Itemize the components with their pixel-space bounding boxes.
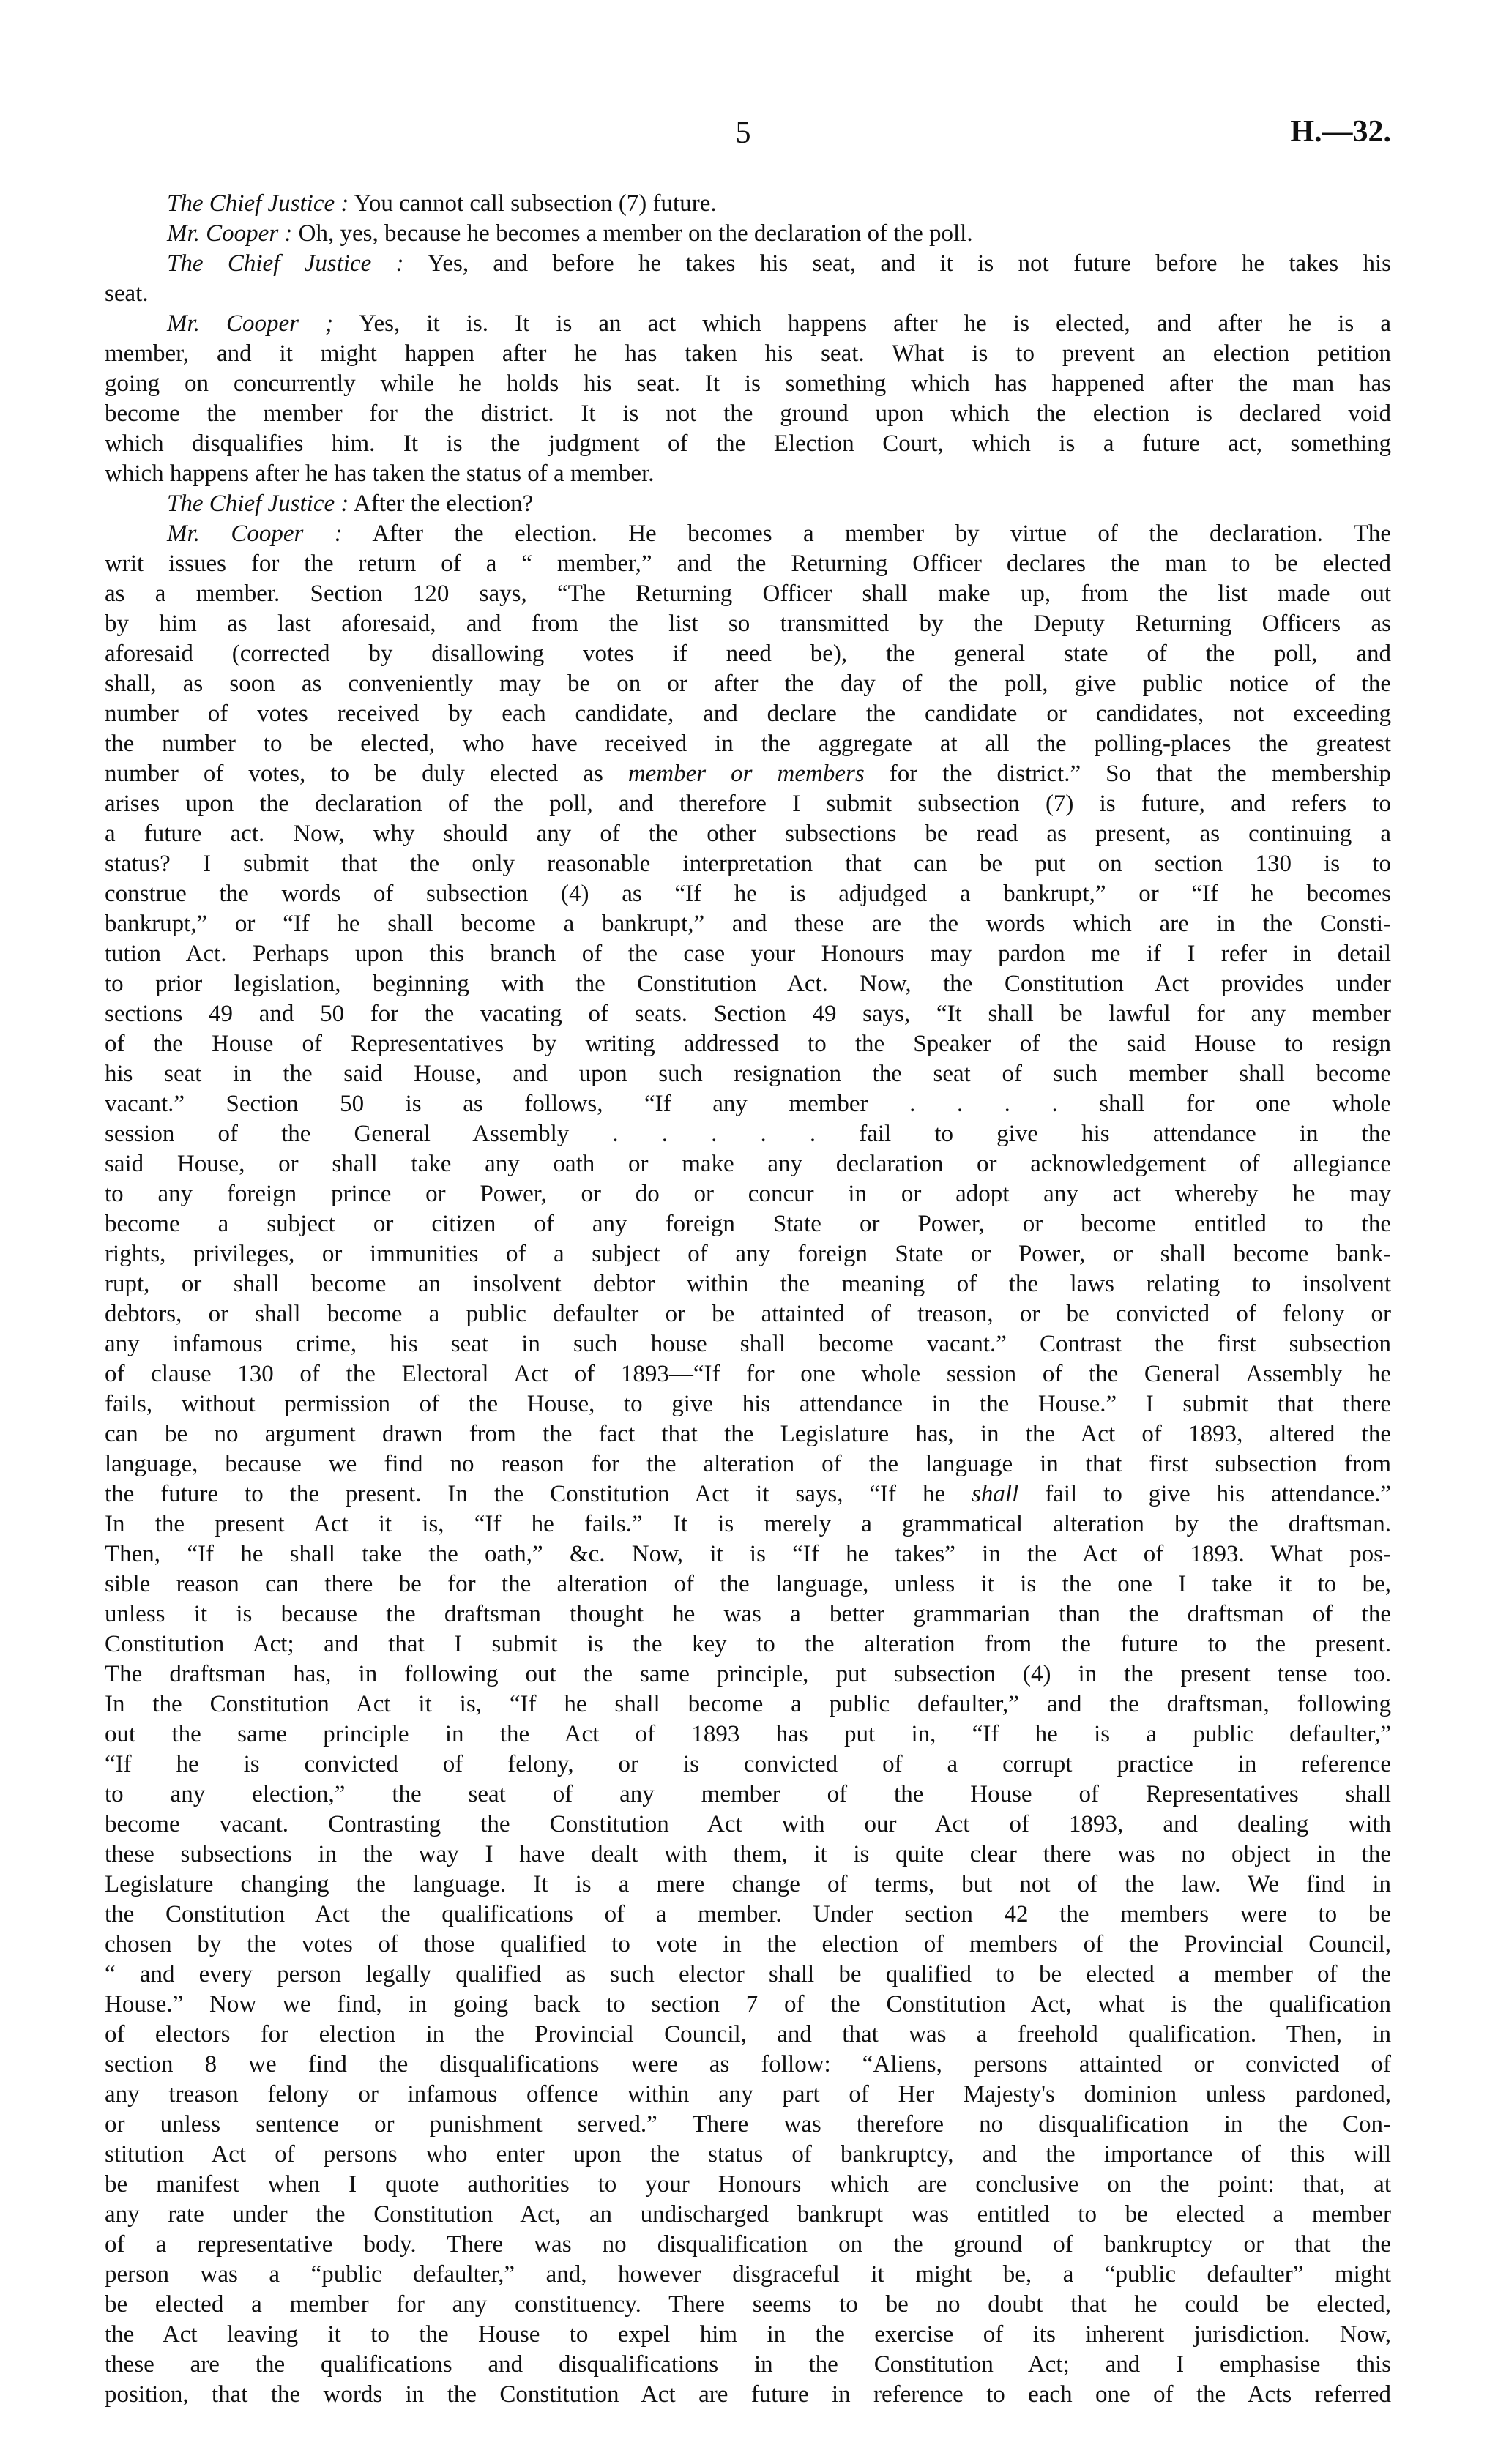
text-span: status? I submit that the only reasonable interpretation that can be put on section 130 is to <box>105 851 1391 877</box>
text-line <box>105 789 1391 819</box>
text-span: rupt, or shall become an insolvent debtor within the meaning of the laws relating to insolvent <box>105 1271 1391 1297</box>
text-span: as a member. Section 120 says, “The Returning Officer shall make up, from the list made out <box>105 580 1391 607</box>
text-line <box>105 189 1391 219</box>
text-span: person was a “public defaulter,” and, however disgraceful it might be, a “public defaulter” might <box>105 2261 1391 2288</box>
document-reference: H.—32. <box>1290 115 1391 149</box>
text-line <box>105 1269 1391 1299</box>
text-line <box>105 369 1391 399</box>
text-line <box>105 1149 1391 1179</box>
text-line <box>105 1239 1391 1269</box>
text-span: become vacant. Contrasting the Constitution Act with our Act of 1893, and dealing with <box>105 1811 1391 1837</box>
text-line <box>105 969 1391 999</box>
text-span: out the same principle in the Act of 1893 has put in, “If he is a public defaulter,” <box>105 1721 1391 1747</box>
text-span: “If he is convicted of felony, or is convicted of a corrupt practice in reference <box>105 1751 1391 1777</box>
text-line <box>105 1119 1391 1149</box>
text-line <box>105 699 1391 729</box>
text-line <box>105 2200 1391 2230</box>
text-line <box>105 639 1391 669</box>
italic-text: The Chief Justice : <box>167 490 349 517</box>
text-span: the number to be elected, who have received in the aggregate at all the polling-places the greatest <box>105 731 1391 757</box>
text-span: After the election? <box>349 490 534 517</box>
text-line <box>105 1780 1391 1810</box>
text-line <box>105 1539 1391 1569</box>
text-line <box>105 399 1391 429</box>
text-span: which disqualifies him. It is the judgment of the Election Court, which is a future act, something <box>105 430 1391 457</box>
text-line <box>105 1299 1391 1329</box>
text-line <box>105 759 1391 789</box>
text-span: After the election. He becomes a member by virtue of the declaration. The <box>342 520 1391 547</box>
text-line <box>105 1029 1391 1059</box>
italic-text: Mr. Cooper : <box>167 520 343 547</box>
text-span: bankrupt,” or “If he shall become a bankrupt,” and these are the words which are in the Consti- <box>105 911 1391 937</box>
text-span: stitution Act of persons who enter upon the status of bankruptcy, and the importance of this will <box>105 2141 1391 2168</box>
text-line <box>105 1059 1391 1089</box>
text-span: become the member for the district. It is not the ground upon which the election is declared void <box>105 400 1391 427</box>
text-span: going on concurrently while he holds his seat. It is something which has happened after the man has <box>105 370 1391 397</box>
text-line <box>105 1509 1391 1539</box>
text-span: rights, privileges, or immunities of a subject of any foreign State or Power, or shall become bank- <box>105 1241 1391 1267</box>
text-span: tution Act. Perhaps upon this branch of the case your Honours may pardon me if I refer in detail <box>105 941 1391 967</box>
text-span: be elected a member for any constituency. There seems to be no doubt that he could be elected, <box>105 2291 1391 2318</box>
text-line <box>105 1900 1391 1930</box>
text-line <box>105 1179 1391 1209</box>
text-line <box>105 2230 1391 2260</box>
text-span: to any election,” the seat of any member of the House of Representatives shall <box>105 1781 1391 1807</box>
text-span: You cannot call subsection (7) future. <box>349 190 717 217</box>
text-line <box>105 669 1391 699</box>
text-span: debtors, or shall become a public defaulter or be attainted of treason, or be convicted of felony or <box>105 1301 1391 1327</box>
text-span: vacant.” Section 50 is as follows, “If any member . . . . shall for one whole <box>105 1091 1391 1117</box>
text-line <box>105 489 1391 519</box>
text-span: arises upon the declaration of the poll, and therefore I submit subsection (7) is future, and refers to <box>105 791 1391 817</box>
text-line <box>105 2080 1391 2110</box>
text-span: In the present Act it is, “If he fails.” It is merely a grammatical alteration by the draftsman. <box>105 1511 1391 1537</box>
text-line <box>105 909 1391 939</box>
text-line <box>105 849 1391 879</box>
text-line <box>105 1389 1391 1419</box>
text-span: any infamous crime, his seat in such house shall become vacant.” Contrast the first subsection <box>105 1331 1391 1357</box>
text-span: the Act leaving it to the House to expel him in the exercise of its inherent jurisdiction. Now, <box>105 2321 1391 2348</box>
text-line <box>105 1660 1391 1690</box>
text-line <box>105 219 1391 249</box>
text-span: language, because we find no reason for the alteration of the language in that first subsection from <box>105 1451 1391 1477</box>
text-span: The draftsman has, in following out the same principle, put subsection (4) in the present tense too. <box>105 1661 1391 1687</box>
text-span: which happens after he has taken the status of a member. <box>105 460 655 487</box>
text-span: aforesaid (corrected by disallowing votes if need be), the general state of the poll, and <box>105 641 1391 667</box>
text-span: of electors for election in the Provincial Council, and that was a freehold qualification. Then, in <box>105 2021 1391 2047</box>
text-span: fails, without permission of the House, to give his attendance in the House.” I submit that there <box>105 1391 1391 1417</box>
text-span: Yes, it is. It is an act which happens after he is elected, and after he is a <box>333 310 1391 337</box>
text-line <box>105 1690 1391 1720</box>
text-line <box>105 1960 1391 1990</box>
text-line <box>105 729 1391 759</box>
text-span: member, and it might happen after he has taken his seat. What is to prevent an election petition <box>105 340 1391 367</box>
text-line <box>105 819 1391 849</box>
text-span: by him as last aforesaid, and from the list so transmitted by the Deputy Returning Officers as <box>105 611 1391 637</box>
text-line <box>105 939 1391 969</box>
text-span: a future act. Now, why should any of the other subsections be read as present, as continuing a <box>105 821 1391 847</box>
text-line <box>105 2380 1391 2410</box>
text-line <box>105 279 1391 309</box>
text-line <box>105 609 1391 639</box>
text-span: or unless sentence or punishment served.” There was therefore no disqualification in the Con- <box>105 2111 1391 2138</box>
text-line <box>105 579 1391 609</box>
text-span: seat. <box>105 280 149 307</box>
text-span: unless it is because the draftsman thought he was a better grammarian than the draftsman of the <box>105 1601 1391 1627</box>
text-line <box>105 1569 1391 1599</box>
text-line <box>105 2110 1391 2140</box>
italic-text: Mr. Cooper : <box>167 220 293 247</box>
text-line <box>105 1599 1391 1629</box>
italic-text: member or members <box>627 761 865 787</box>
text-span: Legislature changing the language. It is a mere change of terms, but not of the law. We find in <box>105 1871 1391 1897</box>
text-span: position, that the words in the Constitution Act are future in reference to each one of the Acts referred <box>105 2381 1391 2408</box>
text-span: his seat in the said House, and upon such resignation the seat of such member shall become <box>105 1061 1391 1087</box>
text-line <box>105 999 1391 1029</box>
text-span: sible reason can there be for the alteration of the language, unless it is the one I take it to be, <box>105 1571 1391 1597</box>
text-line <box>105 1720 1391 1750</box>
text-line <box>105 2260 1391 2290</box>
text-span: In the Constitution Act it is, “If he shall become a public defaulter,” and the draftsman, following <box>105 1691 1391 1717</box>
text-span: construe the words of subsection (4) as “If he is adjudged a bankrupt,” or “If he becomes <box>105 881 1391 907</box>
text-line <box>105 2170 1391 2200</box>
text-span: Yes, and before he takes his seat, and it is not future before he takes his <box>403 250 1391 277</box>
text-span: to prior legislation, beginning with the Constitution Act. Now, the Constitution Act provides under <box>105 971 1391 997</box>
text-span: the future to the present. In the Constitution Act it says, “If he <box>105 1481 972 1507</box>
text-line <box>105 1810 1391 1840</box>
text-line <box>105 1359 1391 1389</box>
text-span: any rate under the Constitution Act, an undischarged bankrupt was entitled to be elected a member <box>105 2201 1391 2228</box>
text-span: sections 49 and 50 for the vacating of seats. Section 49 says, “It shall be lawful for any member <box>105 1001 1391 1027</box>
text-span: of the House of Representatives by writing addressed to the Speaker of the said House to resign <box>105 1031 1391 1057</box>
text-line <box>105 1089 1391 1119</box>
text-span: “ and every person legally qualified as such elector shall be qualified to be elected a member of the <box>105 1961 1391 1987</box>
text-span: writ issues for the return of a “ member,” and the Returning Officer declares the man to be elected <box>105 550 1391 577</box>
text-span: of clause 130 of the Electoral Act of 1893—“If for one whole session of the General Assembly he <box>105 1361 1391 1387</box>
text-span: the Constitution Act the qualifications of a member. Under section 42 the members were to be <box>105 1901 1391 1927</box>
text-span: these subsections in the way I have dealt with them, it is quite clear there was no object in the <box>105 1841 1391 1867</box>
text-line <box>105 1750 1391 1780</box>
text-line <box>105 1870 1391 1900</box>
text-line <box>105 249 1391 279</box>
text-line <box>105 2020 1391 2050</box>
text-span: these are the qualifications and disqualifications in the Constitution Act; and I emphasise this <box>105 2351 1391 2378</box>
text-span: Then, “If he shall take the oath,” &c. Now, it is “If he takes” in the Act of 1893. What pos- <box>105 1541 1391 1567</box>
text-span: become a subject or citizen of any foreign State or Power, or become entitled to the <box>105 1211 1391 1237</box>
text-span: chosen by the votes of those qualified to vote in the election of members of the Provincial Council, <box>105 1931 1391 1957</box>
text-line <box>105 2140 1391 2170</box>
text-span: Oh, yes, because he becomes a member on the declaration of the poll. <box>292 220 973 247</box>
text-line <box>105 2350 1391 2380</box>
text-span: number of votes received by each candidate, and declare the candidate or candidates, not exceeding <box>105 701 1391 727</box>
text-span: of a representative body. There was no disqualification on the ground of bankruptcy or that the <box>105 2231 1391 2258</box>
text-span: number of votes, to be duly elected as <box>105 761 628 787</box>
text-line <box>105 339 1391 369</box>
text-line <box>105 2050 1391 2080</box>
text-line <box>105 1840 1391 1870</box>
text-span: Constitution Act; and that I submit is the key to the alteration from the future to the present. <box>105 1631 1391 1657</box>
text-line <box>105 1209 1391 1239</box>
page-number: 5 <box>735 116 751 150</box>
text-line <box>105 429 1391 459</box>
text-span: any treason felony or infamous offence within any part of Her Majesty's dominion unless pardoned, <box>105 2081 1391 2108</box>
italic-text: shall <box>972 1481 1019 1507</box>
text-line <box>105 1329 1391 1359</box>
text-line <box>105 2290 1391 2320</box>
text-span: House.” Now we find, in going back to section 7 of the Constitution Act, what is the qualification <box>105 1991 1391 2017</box>
text-span: be manifest when I quote authorities to your Honours which are conclusive on the point: that, at <box>105 2171 1391 2198</box>
text-line <box>105 519 1391 549</box>
text-span: shall, as soon as conveniently may be on or after the day of the poll, give public notice of the <box>105 671 1391 697</box>
italic-text: The Chief Justice : <box>167 190 349 217</box>
text-line <box>105 1479 1391 1509</box>
italic-text: The Chief Justice : <box>167 250 404 277</box>
text-span: said House, or shall take any oath or make any declaration or acknowledgement of allegiance <box>105 1151 1391 1177</box>
text-span: for the district.” So that the membership <box>864 761 1391 787</box>
text-line <box>105 2320 1391 2350</box>
text-line <box>105 1449 1391 1479</box>
text-span: section 8 we find the disqualifications were as follow: “Aliens, persons attainted or convicted of <box>105 2051 1391 2077</box>
text-line <box>105 1930 1391 1960</box>
text-line <box>105 309 1391 339</box>
document-body <box>105 189 1391 2410</box>
text-span: to any foreign prince or Power, or do or concur in or adopt any act whereby he may <box>105 1181 1391 1207</box>
text-line <box>105 549 1391 579</box>
text-line <box>105 1629 1391 1660</box>
text-line <box>105 1419 1391 1449</box>
italic-text: Mr. Cooper ; <box>167 310 334 337</box>
text-span: session of the General Assembly . . . . . fail to give his attendance in the <box>105 1121 1391 1147</box>
text-span: fail to give his attendance.” <box>1018 1481 1391 1507</box>
text-span: can be no argument drawn from the fact that the Legislature has, in the Act of 1893, altered the <box>105 1421 1391 1447</box>
text-line <box>105 459 1391 489</box>
text-line <box>105 879 1391 909</box>
text-line <box>105 1990 1391 2020</box>
